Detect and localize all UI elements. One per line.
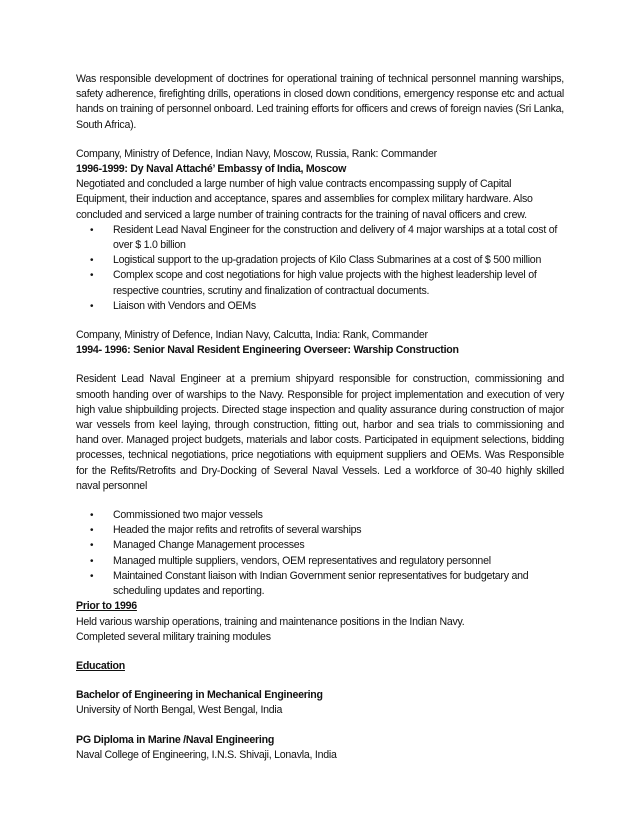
list-item-text: Logistical support to the up-gradation projects of Kilo Class Submarines at a cost of $ 500 million [113,254,542,267]
list-item-text: Liaison with Vendors and OEMs [113,299,256,312]
list-item [76,268,564,298]
job1-bullet-list [76,223,564,314]
bullet-icon: • [90,555,94,567]
degree-school: Naval College of Engineering, I.N.S. Shivaji, Lonavla, India [76,748,337,761]
list-item-text: Managed multiple suppliers, vendors, OEM representatives and regulatory personnel [113,554,491,567]
list-item [76,223,564,253]
bullet-icon: • [90,570,94,582]
resume-page [76,72,564,763]
list-item-text: Headed the major refits and retrofits of several warships [113,524,362,537]
intro-paragraph: Was responsible development of doctrines for operational training of technical personnel manning warships, safety adherence, firefighting drills, operations in closed down conditions, emergency response etc and actual hands on training of personnel onboard. Led training efforts for officers and crews of foreign navies (Sri Lanka, South Africa). [76,73,564,131]
job1-title: 1996-1999: Dy Naval Attaché’ Embassy of India, Moscow [76,163,347,176]
list-item [76,554,564,569]
spacer [76,719,564,733]
spacer [76,645,564,659]
degree-school: University of North Bengal, West Bengal, India [76,704,283,717]
bullet-icon: • [90,270,94,282]
list-item [76,538,564,553]
bullet-icon: • [90,510,94,522]
job1-organization: Company, Ministry of Defence, Indian Navy, Moscow, Russia, Rank: Commander [76,147,437,160]
spacer [76,314,564,328]
spacer [76,674,564,688]
prior-heading: Prior to 1996 [76,600,137,613]
prior-line: Held various warship operations, training and maintenance positions in the Indian Navy. [76,615,465,628]
list-item [76,508,564,523]
list-item [76,569,564,599]
bullet-icon: • [90,300,94,312]
prior-line: Completed several military training modules [76,630,271,643]
list-item-text: Maintained Constant liaison with Indian Government senior representatives for budgetary and scheduling updates and reporting. [113,569,529,598]
list-item [76,523,564,538]
job2-organization: Company, Ministry of Defence, Indian Navy, Calcutta, India: Rank, Commander [76,329,428,342]
list-item-text: Resident Lead Naval Engineer for the construction and delivery of 4 major warships at a total cost of over $ 1.0 billion [113,223,558,252]
spacer [76,494,564,508]
bullet-icon: • [90,540,94,552]
job2-description: Resident Lead Naval Engineer at a premium shipyard responsible for construction, commissioning and smooth handing over of warships to the Navy. Responsible for project implementation and execution of very high value shipbuilding projects. Directed stage inspection and quality assurance during construction of major war vessels from keel laying, through construction, fitting out, harbor and sea trials to commissioning and hand over. Managed project budgets, materials and labor costs. Participated in equipment selections, bidding processes, technical negotiations, price negotiations with equipment suppliers and OEMs. Was Responsible for the Refits/Retrofits and Dry-Docking of Several Naval Vessels. Led a workforce of 30-40 highly skilled naval personnel [76,373,564,492]
spacer [76,133,564,147]
job2-bullet-list [76,508,564,599]
bullet-icon: • [90,255,94,267]
degree-title: PG Diploma in Marine /Naval Engineering [76,733,275,746]
job1-description: Negotiated and concluded a large number of high value contracts encompassing supply of Capital Equipment, their induction and acceptance, spares and assemblies for complex military hardware. Also concluded and serviced a large number of training contracts for the training of naval officers and crew. [76,178,533,221]
spacer [76,358,564,372]
bullet-icon: • [90,525,94,537]
list-item [76,253,564,268]
education-heading: Education [76,659,125,672]
job2-title: 1994- 1996: Senior Naval Resident Engineering Overseer: Warship Construction [76,344,459,357]
list-item-text: Complex scope and cost negotiations for high value projects with the highest leadership level of respective countries, scrutiny and finalization of contractual documents. [113,269,537,297]
bullet-icon: • [90,224,94,236]
degree-title: Bachelor of Engineering in Mechanical Engineering [76,689,323,702]
list-item [76,299,564,314]
list-item-text: Commissioned two major vessels [113,509,263,522]
list-item-text: Managed Change Management processes [113,539,305,552]
